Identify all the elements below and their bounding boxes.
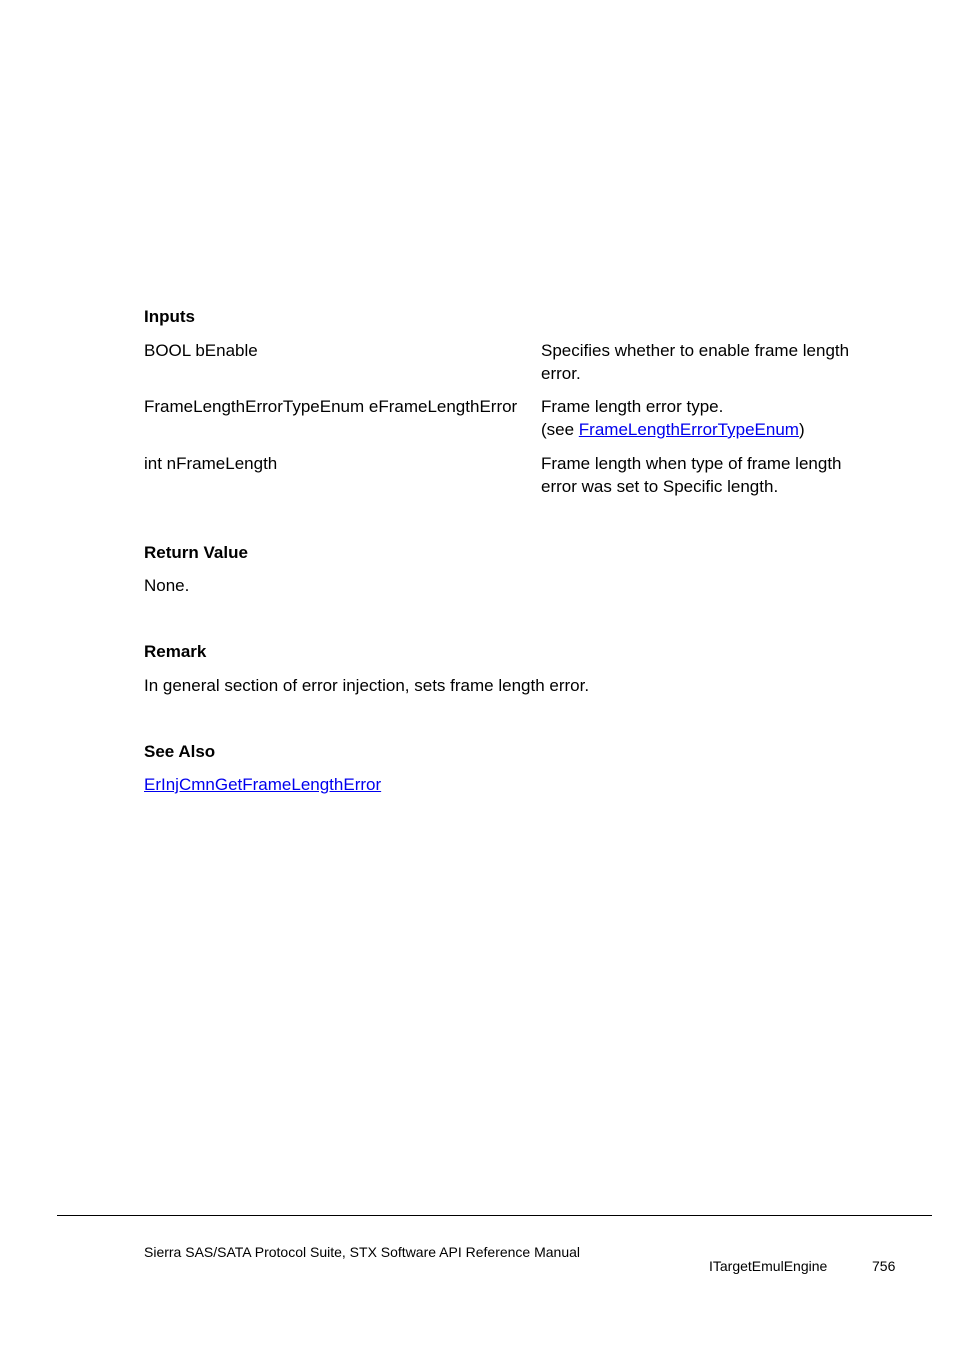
param-desc-line: Specifies whether to enable frame length (541, 341, 850, 360)
param-desc-prefix: (see (541, 420, 579, 439)
param-description (541, 452, 871, 498)
erinjcmngetframelengtherror-link[interactable]: ErInjCmnGetFrameLengthError (144, 775, 382, 794)
param-name: int nFrameLength (144, 454, 278, 473)
remark-text: In general section of error injection, sets frame length error. (144, 676, 590, 695)
param-desc-line: error. (541, 364, 581, 383)
return-value-heading: Return Value (144, 543, 248, 562)
param-desc-line: Frame length error type. (541, 397, 724, 416)
see-also-paragraph (144, 773, 381, 796)
return-value-text: None. (144, 576, 190, 595)
footer-page-number: 756 (872, 1258, 896, 1274)
footer-divider (57, 1215, 932, 1216)
inputs-heading: Inputs (144, 307, 195, 326)
param-description (541, 395, 871, 441)
param-desc-line: Frame length when type of frame length (541, 454, 842, 473)
param-description (541, 339, 871, 385)
param-name: BOOL bEnable (144, 341, 258, 360)
remark-heading: Remark (144, 642, 207, 661)
see-also-heading: See Also (144, 742, 216, 761)
param-desc-line: error was set to Specific length. (541, 477, 779, 496)
param-name: FrameLengthErrorTypeEnum eFrameLengthError (144, 397, 518, 416)
footer-section-name: ITargetEmulEngine (709, 1258, 828, 1274)
param-desc-suffix: ) (798, 420, 805, 439)
framelengtherrortypeenum-link[interactable]: FrameLengthErrorTypeEnum (578, 420, 799, 439)
footer-manual-title: Sierra SAS/SATA Protocol Suite, STX Software API Reference Manual (144, 1244, 581, 1260)
